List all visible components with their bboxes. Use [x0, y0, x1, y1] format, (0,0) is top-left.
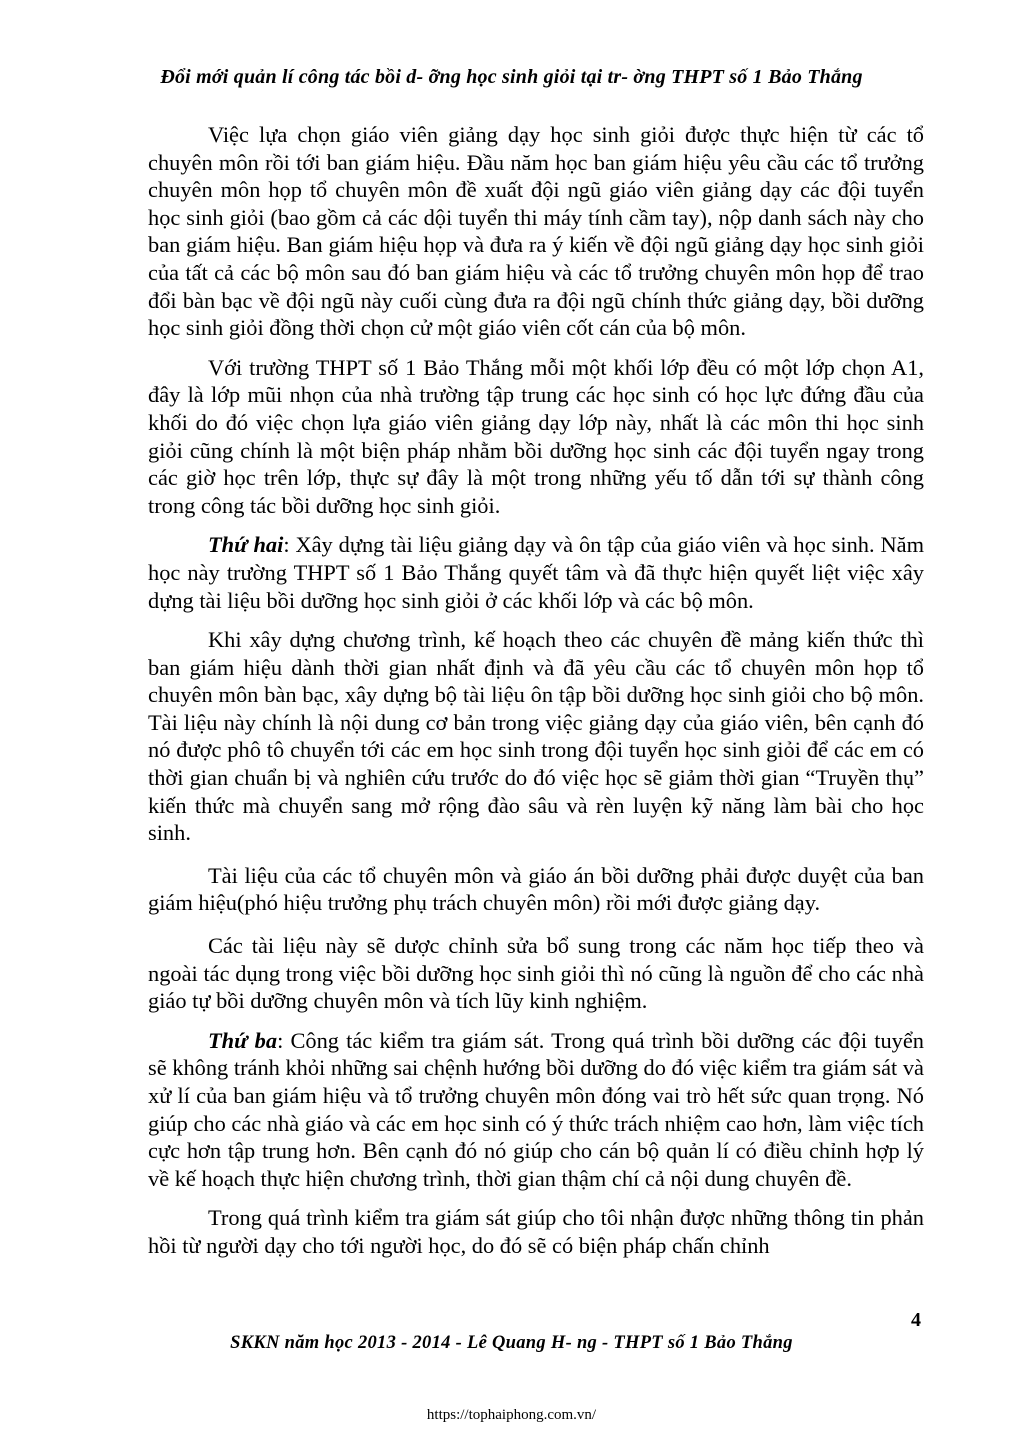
running-header: Đổi mới quản lí công tác bồi d- ỡng học sinh giỏi tại tr- ờng THPT số 1 Bảo Thắng — [160, 66, 863, 88]
paragraph-text: : Công tác kiểm tra giám sát. Trong quá trình bồi dưỡng các đội tuyển sẽ không tránh khỏi những sai chệnh hướng bồi dưỡng do đó việc kiểm tra giám sát và xử lí của ban giám hiệu và tổ trưởng chuyên môn đóng vai trò hết sức quan trọng. Nó giúp cho các nhà giáo và các em học sinh có ý thức trách nhiệm cao hơn, làm việc tích cực hơn tập trung hơn. Bên cạnh đó nó giúp cho cán bộ quản lí có điều chỉnh hợp lý về kế hoạch thực hiện chương trình, thời gian thậm chí cả nội dung chuyên đề. — [148, 1027, 924, 1191]
running-footer: SKKN năm học 2013 - 2014 - Lê Quang H- ng - THPT số 1 Bảo Thắng — [230, 1333, 793, 1353]
body-paragraph — [148, 354, 924, 520]
paragraph-text: Trong quá trình kiểm tra giám sát giúp cho tôi nhận được những thông tin phản hồi từ người dạy cho tới người học, do đó sẽ có biện pháp chấn chỉnh — [148, 1205, 924, 1258]
paragraph-lead: Thứ ba — [208, 1027, 278, 1053]
body-paragraph — [148, 121, 924, 342]
paragraph-text: : Xây dựng tài liệu giảng dạy và ôn tập của giáo viên và học sinh. Năm học này trường THPT số 1 Bảo Thắng quyết tâm và đã thực hiện quyết liệt việc xây dựng tài liệu bồi dưỡng học sinh giỏi ở các khối lớp và các bộ môn. — [148, 532, 925, 613]
page-number: 4 — [911, 1309, 921, 1331]
paragraph-text: Các tài liệu này sẽ dược chỉnh sửa bổ sung trong các năm học tiếp theo và ngoài tác dụng trong việc bồi dưỡng học sinh giỏi thì nó cũng là nguồn để cho các nhà giáo tự bồi dưỡng chuyên môn và tích lũy kinh nghiệm. — [148, 933, 924, 1014]
body-paragraph — [148, 862, 924, 917]
body-paragraph — [148, 626, 924, 847]
source-url: https://tophaiphong.com.vn/ — [426, 1407, 597, 1423]
body-paragraph — [148, 1027, 924, 1193]
body-paragraph — [148, 1204, 924, 1259]
paragraph-text: Với trường THPT số 1 Bảo Thắng mỗi một khối lớp đều có một lớp chọn A1, đây là lớp mũi nhọn của nhà trường tập trung các học sinh có học lực đứng đầu của khối do đó việc chọn lựa giáo viên giảng dạy lớp này, nhất là các môn thi học sinh giỏi cũng chính là một biện pháp nhằm bồi dưỡng học sinh các đội tuyển ngay trong các giờ học trên lớp, thực sự đây là một trong những yếu tố dẫn tới sự thành công trong công tác bồi dưỡng học sinh giỏi. — [148, 354, 924, 518]
paragraph-text: Tài liệu của các tổ chuyên môn và giáo án bồi dưỡng phải được duyệt của ban giám hiệu(phó hiệu trưởng phụ trách chuyên môn) rồi mới được giảng dạy. — [148, 862, 924, 916]
paragraph-lead: Thứ hai — [208, 532, 284, 558]
body-paragraph — [148, 531, 924, 614]
body-paragraph — [148, 932, 924, 1015]
paragraph-text: Khi xây dựng chương trình, kế hoạch theo các chuyên đề mảng kiến thức thì ban giám hiệu dành thời gian nhất định và đã yêu cầu các tổ chuyên môn họp tổ chuyên môn bàn bạc, xây dựng bộ tài liệu ôn tập bồi dưỡng học sinh giỏi cho bộ môn. Tài liệu này chính là nội dung cơ bản trong việc giảng dạy của giáo viên, bên cạnh đó nó được phô tô chuyển tới các em học sinh trong đội tuyển học sinh giỏi để các em có thời gian chuẩn bị và nghiên cứu trước do đó việc học sẽ giảm thời gian “Truyền thụ” kiến thức mà chuyển sang mở rộng đào sâu và rèn luyện kỹ năng làm bài cho học sinh. — [148, 627, 924, 846]
document-body — [148, 121, 924, 1272]
paragraph-text: Việc lựa chọn giáo viên giảng dạy học sinh giỏi được thực hiện từ các tổ chuyên môn rồi tới ban giám hiệu. Đầu năm học ban giám hiệu yêu cầu các tổ trưởng chuyên môn họp tổ chuyên môn đề xuất đội ngũ giáo viên giảng dạy các đội tuyển học sinh giỏi (bao gồm cả các dội tuyển thi máy tính cầm tay), nộp danh sách này cho ban giám hiệu. Ban giám hiệu họp và đưa ra ý kiến về đội ngũ giảng dạy học sinh giỏi của tất cả các bộ môn sau đó ban giám hiệu và các tổ trưởng chuyên môn họp để trao đổi bàn bạc về đội ngũ này cuối cùng đưa ra đội ngũ chính thức giảng dạy, bồi dưỡng học sinh giỏi đồng thời chọn cử một giáo viên cốt cán của bộ môn. — [148, 122, 924, 341]
